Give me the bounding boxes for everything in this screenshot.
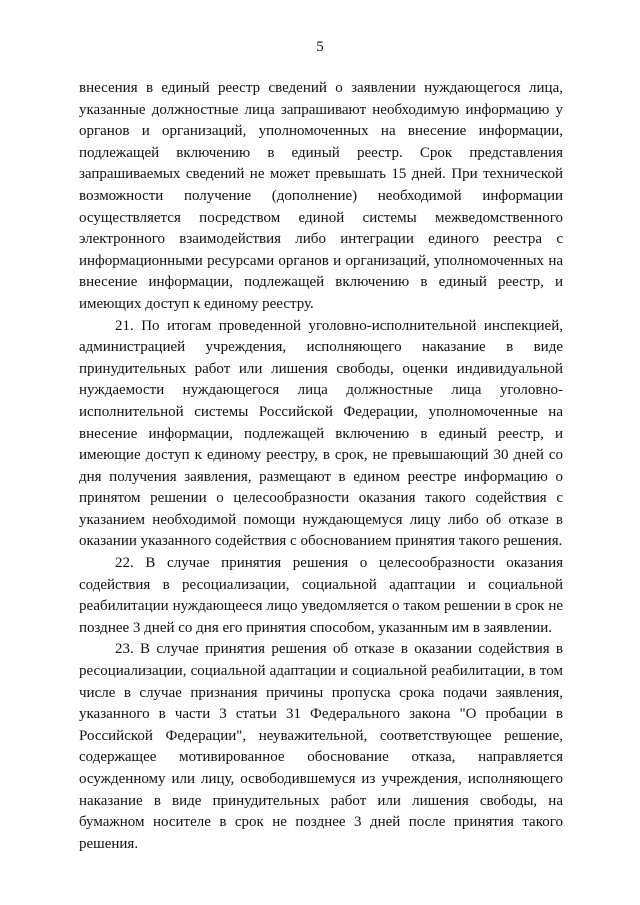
paragraph-23: 23. В случае принятия решения об отказе в оказании содействия в ресоциализации, социальной адаптации и социальной реабилитации, в том числе в случае признания причины пропуска срока подачи заявления, указанного в части 3 статьи 31 Федерального закона "О пробации в Российской Федерации", неуважительной, соответствующее решение, содержащее мотивированное обоснование отказа, направляется осужденному или лицу, освободившемуся из учреждения, исполняющего наказание в виде принудительных работ или лишения свободы, на бумажном носителе в срок не позднее 3 дней после принятия такого решения. <box>79 641 563 852</box>
paragraph-21: 21. По итогам проведенной уголовно-исполнительной инспекцией, администрацией учреждения, исполняющего наказание в виде принудительных работ или лишения свободы, оценки индивидуальной нуждаемости нуждающегося лица должностные лица уголовно-исполнительной системы Российской Федерации, уполномоченные на внесение информации, подлежащей включению в единый реестр, и имеющие доступ к единому реестру, в срок, не превышающий 30 дней со дня получения заявления, размещают в едином реестре информацию о принятом решении о целесообразности оказания такого содействия с указанием необходимой помощи нуждающемуся лицу либо об отказе в оказании указанного содействия с обоснованием принятия такого решения. <box>79 317 563 550</box>
page-number: 5 <box>316 39 324 55</box>
paragraph-continuation: внесения в единый реестр сведений о заявлении нуждающегося лица, указанные должностные лица запрашивают необходимую информацию у органов и организаций, уполномоченных на внесение информации, подлежащей включению в единый реестр. Срок представления запрашиваемых сведений не может превышать 15 дней. При технической возможности получение (дополнение) необходимой информации осуществляется посредством единой системы межведомственного электронного взаимодействия либо интеграции единого реестра с информационными ресурсами органов и организаций, уполномоченных на внесение информации, подлежащей включению в единый реестр, и имеющих доступ к единому реестру. <box>79 80 563 312</box>
paragraph-22: 22. В случае принятия решения о целесообразности оказания содействия в ресоциализации, социальной адаптации и социальной реабилитации нуждающееся лицо уведомляется о таком решении в срок не позднее 3 дней со дня его принятия способом, указанным им в заявлении. <box>79 555 563 636</box>
document-body <box>79 78 563 855</box>
